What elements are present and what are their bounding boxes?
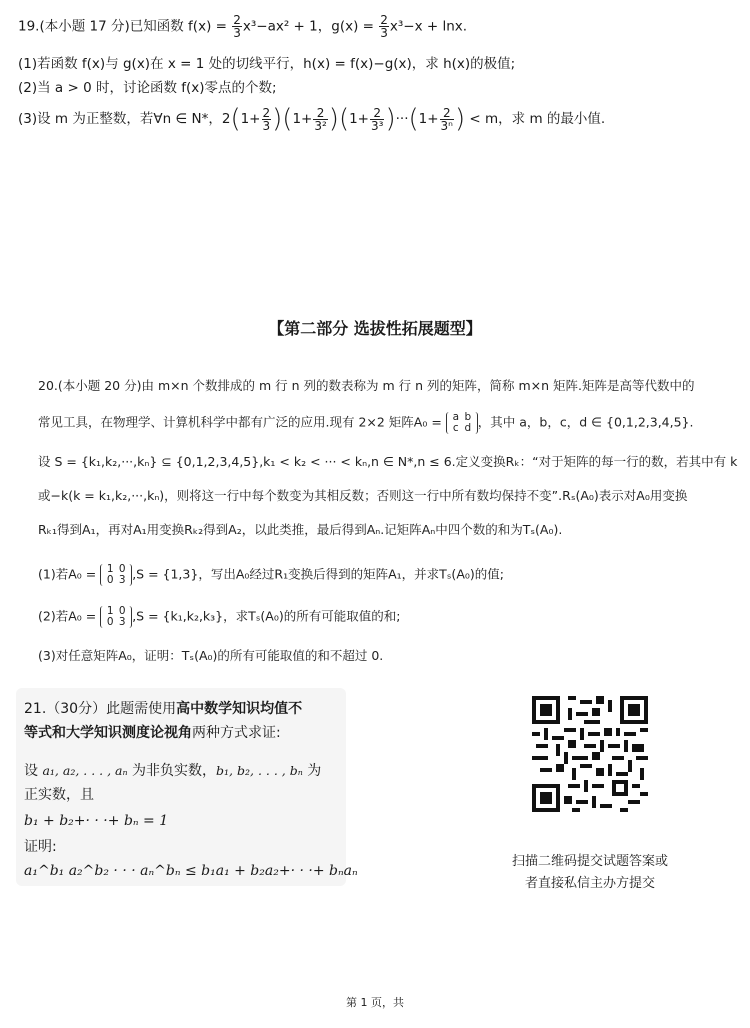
matrix-a0: a b c d: [446, 412, 478, 434]
q21-line1: 21.（30分）此题需使用高中数学知识均值不: [24, 701, 303, 717]
q20-line2: 常见工具，在物理学、计算机科学中都有广泛的应用.现有 2×2 矩阵A₀ = a b c d ，其中 a，b，c，d ∈ {0,1,2,3,4,5}.: [38, 411, 694, 434]
fraction: $\frac{2}{3}$: [380, 13, 388, 40]
q19-part2: (2)当 a > 0 时，讨论函数 f(x)零点的个数;: [18, 80, 277, 96]
page-footer: 第 1 页，共: [346, 996, 404, 1009]
qr-caption-line1: 扫描二维码提交试题答案或: [511, 854, 668, 869]
q21-condition: b₁ + b₂+· · ·+ bₙ = 1: [24, 813, 169, 829]
q19-title: 19.(本小题 17 分)已知函数 f(x) = $\frac{2}{3}$ x³−ax² + 1，g(x) = $\frac{2}{3}$ x³−x + lnx.: [18, 13, 468, 40]
q20-line3: 设 S = {k₁,k₂,···,kₙ} ⊆ {0,1,2,3,4,5},k₁ < k₂ < ··· < kₙ,n ∈ N*,n ≤ 6.定义变换Rₖ：“对于矩阵的每一行的数，若其中有 k: [38, 454, 738, 469]
q21-proof-label: 证明:: [24, 839, 57, 855]
q21-line4: 正实数，且: [24, 787, 94, 803]
q19-part3: (3)设 m 为正整数，若∀n ∈ N*，2(1+ $\frac{2}{3}$ )(1+ $\frac{2}{\text{3²}}$ )(1+ $\frac{2}{\text{3³}}$ )···(1+ $\frac{2}{\text{3ⁿ}}$ ) < m，求 m 的最小值.: [18, 104, 606, 134]
q20-line4: 或−k(k = k₁,k₂,···,kₙ)，则将这一行中每个数变为其相反数；否则这一行中所有数均保持不变”.Rₛ(A₀)表示对A₀用变换: [38, 488, 688, 503]
section-title: 【第二部分 选拔性拓展题型】: [268, 319, 482, 338]
q21-line3: 设 a₁, a₂, . . . , aₙ 为非负实数，b₁, b₂, . . . , bₙ 为: [24, 763, 322, 779]
q21-line2: 等式和大学知识测度论视角两种方式求证:: [24, 725, 281, 741]
q20-part1: (1)若A₀ = 1 0 0 3 ,S = {1,3}，写出A₀经过R₁变换后得到的矩阵A₁，并求Tₛ(A₀)的值;: [38, 563, 504, 586]
q19-part1: (1)若函数 f(x)与 g(x)在 x = 1 处的切线平行，h(x) = f(x)−g(x)，求 h(x)的极值;: [18, 56, 516, 72]
qr-caption-line2: 者直接私信主办方提交: [524, 876, 655, 891]
q20-part3: (3)对任意矩阵A₀，证明：Tₛ(A₀)的所有可能取值的和不超过 0.: [38, 648, 384, 663]
fraction: $\frac{2}{3}$: [233, 13, 241, 40]
qr-code[interactable]: [532, 696, 648, 812]
q21-inequality: a₁^b₁ a₂^b₂ · · · aₙ^bₙ ≤ b₁a₁ + b₂a₂+· · ·+ bₙaₙ: [24, 863, 358, 879]
q20-line1: 20.(本小题 20 分)由 m×n 个数排成的 m 行 n 列的数表称为 m 行 n 列的矩阵，简称 m×n 矩阵.矩阵是高等代数中的: [38, 378, 695, 393]
q20-line5: Rₖ₁得到A₁，再对A₁用变换Rₖ₂得到A₂，以此类推，最后得到Aₙ.记矩阵Aₙ中四个数的和为Tₛ(A₀).: [38, 522, 563, 537]
q20-part2: (2)若A₀ = 1 0 0 3 ,S = {k₁,k₂,k₃}，求Tₛ(A₀)的所有可能取值的和;: [38, 605, 401, 628]
q21-card: [16, 688, 358, 886]
matrix-example-2: 1 0 0 3: [100, 606, 132, 628]
matrix-example-1: 1 0 0 3: [100, 564, 132, 586]
